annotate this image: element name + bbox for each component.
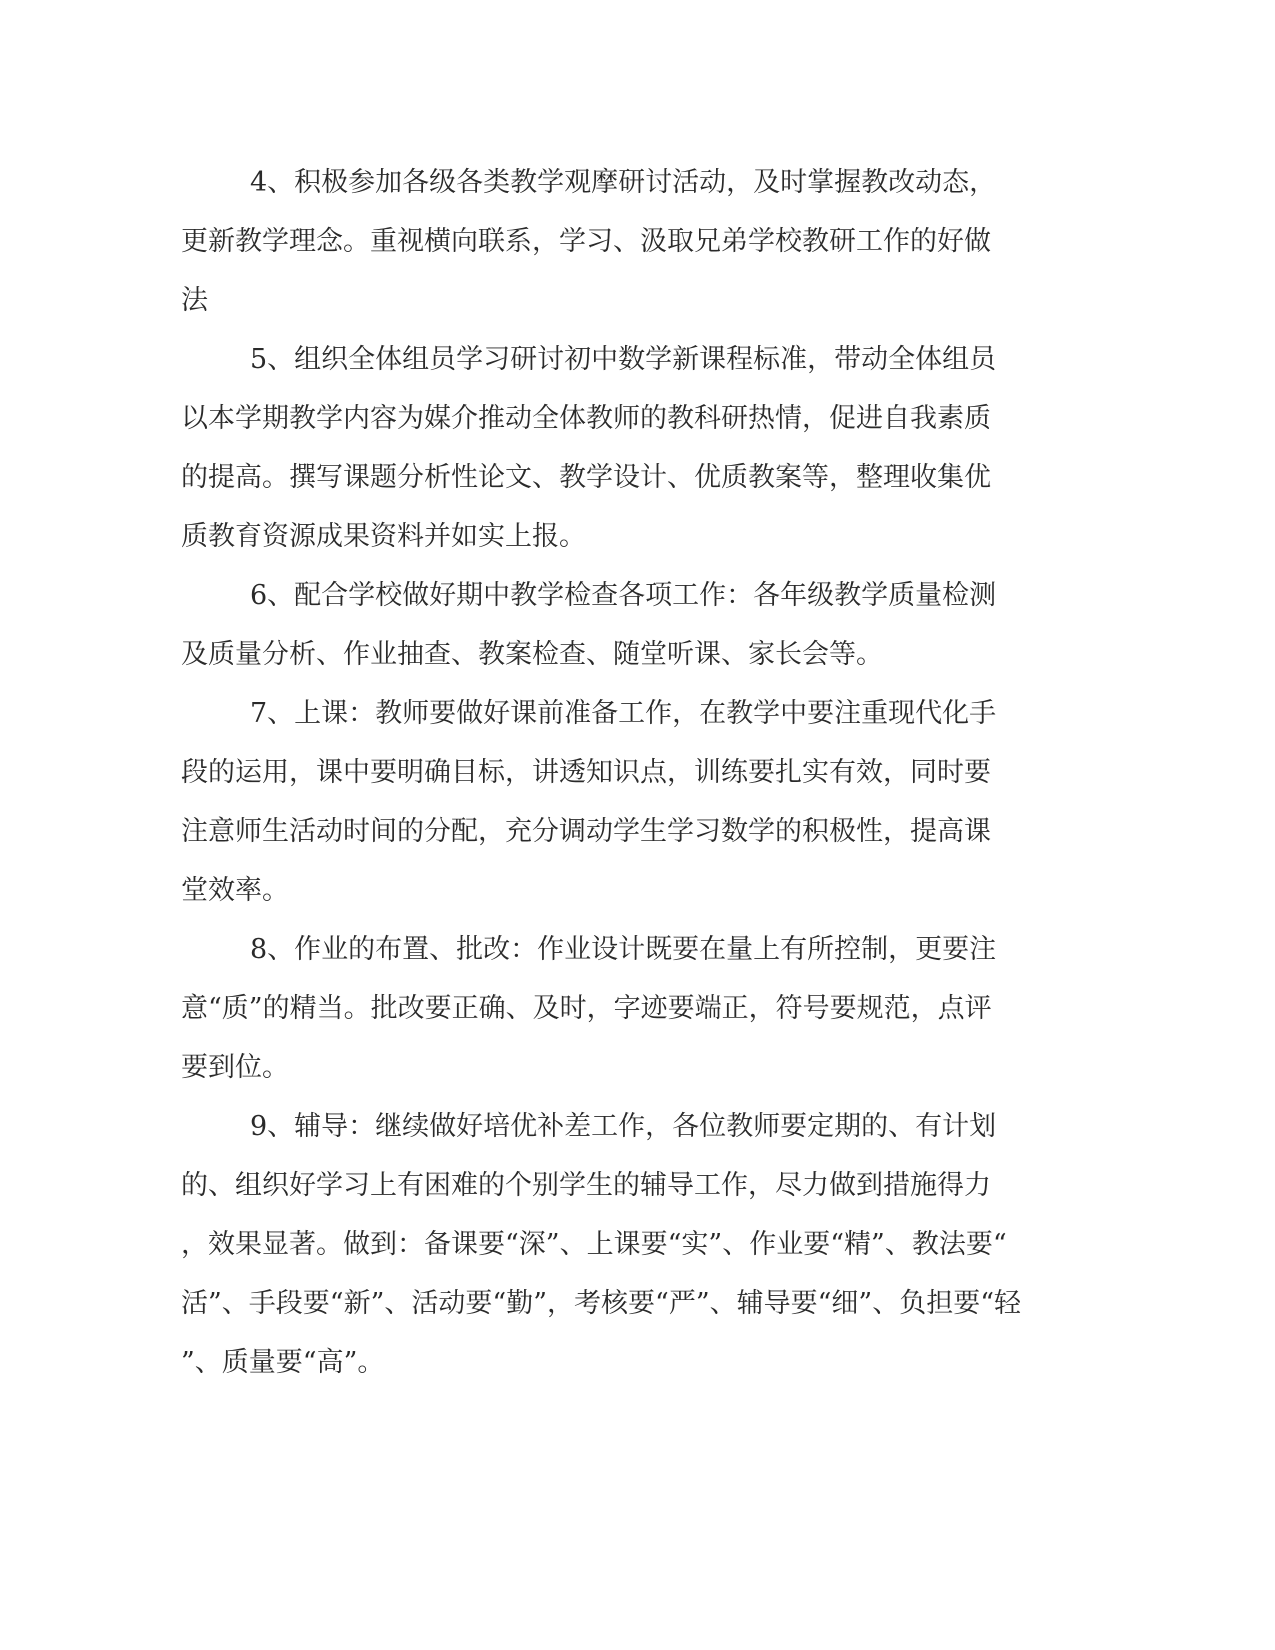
text-line: ”、质量要“高”。 bbox=[181, 1347, 385, 1378]
text-line: 的、组织好学习上有困难的个别学生的辅导工作，尽力做到措施得力 bbox=[181, 1170, 991, 1201]
text-line: 质教育资源成果资料并如实上报。 bbox=[181, 521, 586, 552]
text-line: 活”、手段要“新”、活动要“勤”，考核要“严”、辅导要“细”、负担要“轻 bbox=[181, 1288, 1022, 1319]
text-line: 注意师生活动时间的分配，充分调动学生学习数学的积极性，提高课 bbox=[181, 816, 991, 847]
text-line: 7、上课：教师要做好课前准备工作，在教学中要注重现代化手 bbox=[250, 698, 997, 729]
text-line: ，效果显著。做到：备课要“深”、上课要“实”、作业要“精”、教法要“ bbox=[181, 1229, 1007, 1260]
text-line: 以本学期教学内容为媒介推动全体教师的教科研热情，促进自我素质 bbox=[181, 403, 991, 434]
text-line: 要到位。 bbox=[181, 1052, 289, 1083]
text-line: 8、作业的布置、批改：作业设计既要在量上有所控制，更要注 bbox=[250, 934, 997, 965]
text-line: 6、配合学校做好期中教学检查各项工作：各年级教学质量检测 bbox=[250, 580, 997, 611]
text-line: 段的运用，课中要明确目标，讲透知识点，训练要扎实有效，同时要 bbox=[181, 757, 991, 788]
text-line: 的提高。撰写课题分析性论文、教学设计、优质教案等，整理收集优 bbox=[181, 462, 991, 493]
text-line: 4、积极参加各级各类教学观摩研讨活动，及时掌握教改动态， bbox=[250, 167, 997, 198]
text-line: 堂效率。 bbox=[181, 875, 289, 906]
text-line: 9、辅导：继续做好培优补差工作，各位教师要定期的、有计划 bbox=[250, 1111, 997, 1142]
text-line: 更新教学理念。重视横向联系，学习、汲取兄弟学校教研工作的好做 bbox=[181, 226, 991, 257]
text-line: 及质量分析、作业抽查、教案检查、随堂听课、家长会等。 bbox=[181, 639, 883, 670]
text-line: 5、组织全体组员学习研讨初中数学新课程标准，带动全体组员 bbox=[250, 344, 997, 375]
text-line: 法 bbox=[181, 285, 208, 316]
text-line: 意“质”的精当。批改要正确、及时，字迹要端正，符号要规范，点评 bbox=[181, 993, 992, 1024]
